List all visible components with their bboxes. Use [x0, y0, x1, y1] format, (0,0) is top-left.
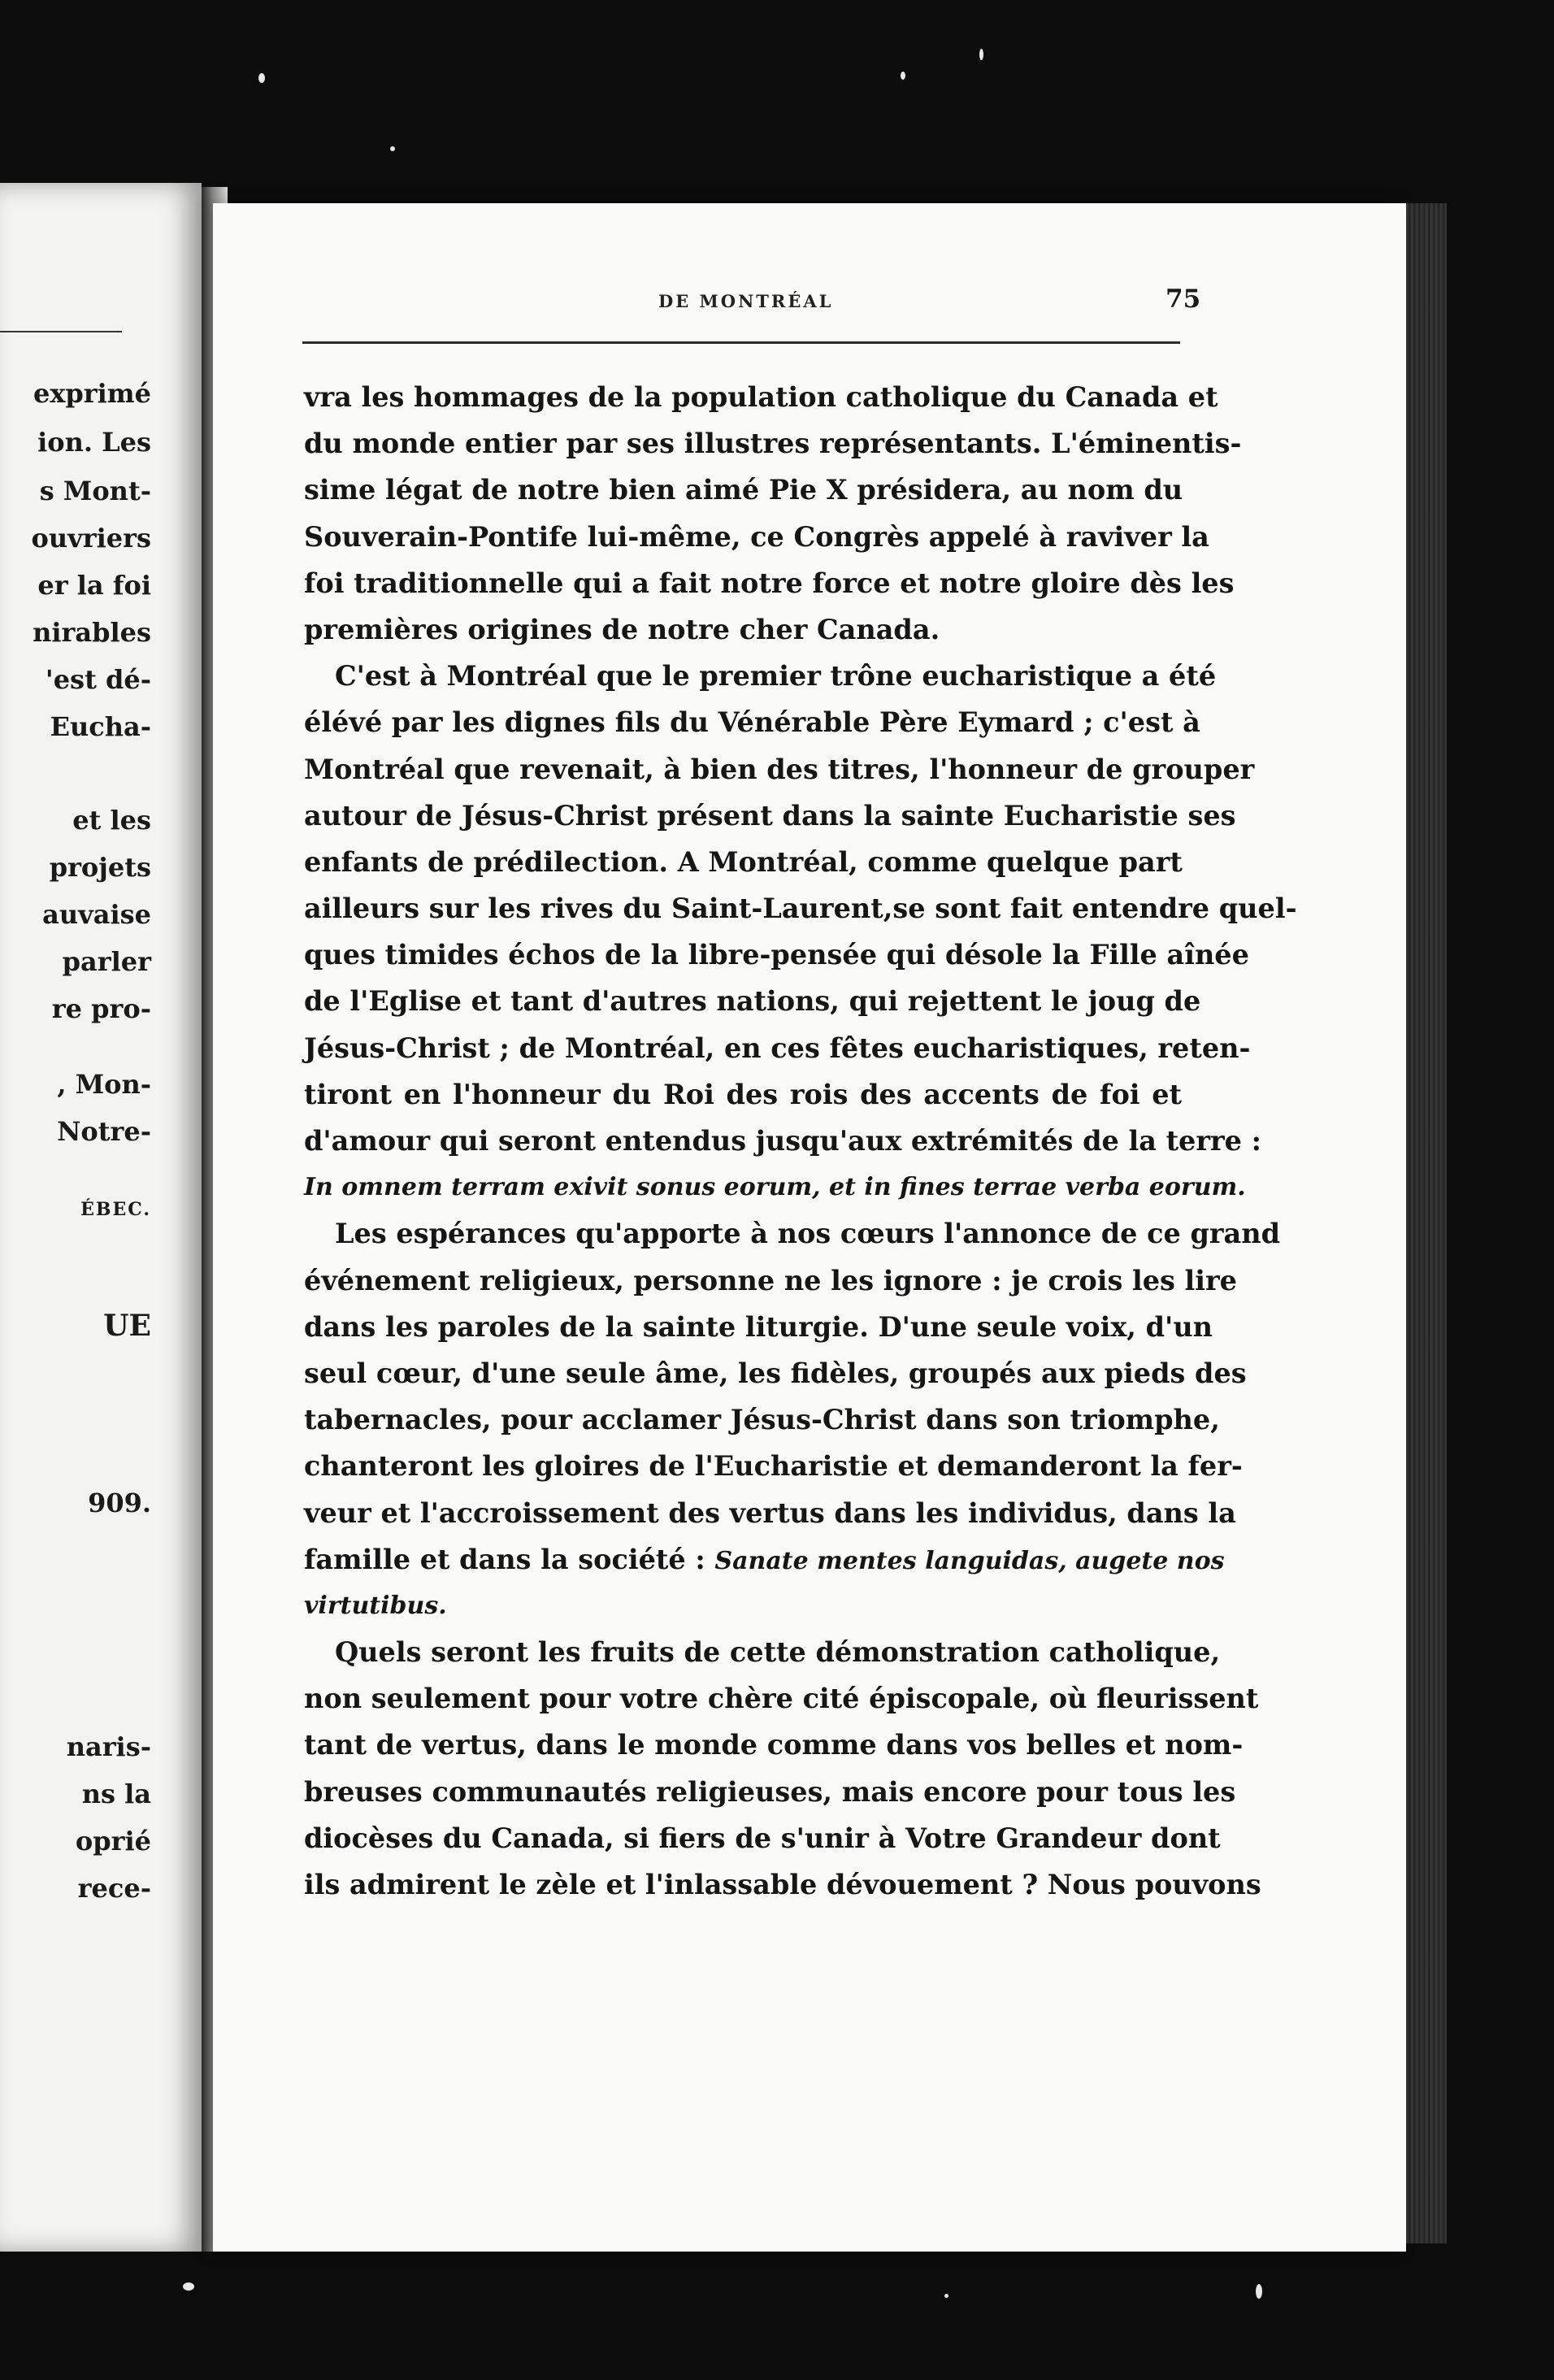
text-line: vra les hommages de la population catholique du Canada et: [304, 381, 1218, 413]
text-line: tabernacles, pour acclamer Jésus-Christ dans son triomphe,: [304, 1404, 1220, 1436]
left-line: er la foi: [37, 570, 151, 601]
left-line: s Mont-: [39, 476, 151, 506]
text-line: Montréal que revenait, à bien des titres, l'honneur de grouper: [304, 753, 1255, 785]
left-line: Eucha-: [50, 711, 151, 742]
text-line: diocèses du Canada, si fiers de s'unir à Votre Grandeur dont: [304, 1822, 1221, 1854]
text-line: du monde entier par ses illustres représentants. L'éminentis-: [304, 428, 1242, 460]
left-page-fragment: [0, 183, 202, 2252]
left-line: re pro-: [51, 993, 151, 1024]
text-line: enfants de prédilection. A Montréal, comme quelque part: [304, 845, 1183, 878]
text-line: événement religieux, personne ne les ignore : je crois les lire: [304, 1264, 1237, 1296]
mixed-line-italic: Sanate mentes languidas, augete nos: [714, 1546, 1225, 1575]
left-line: nirables: [33, 617, 151, 648]
dust-speck: [901, 72, 905, 80]
text-line: C'est à Montréal que le premier trône eucharistique a été: [335, 660, 1217, 693]
text-line: seul cœur, d'une seule âme, les fidèles, groupés aux pieds des: [304, 1357, 1247, 1389]
text-line: autour de Jésus-Christ présent dans la sainte Eucharistie ses: [304, 799, 1236, 832]
latin-quote: In omnem terram exivit sonus eorum, et in fines terrae verba eorum.: [304, 1173, 1246, 1202]
mixed-line-roman: famille et dans la société :: [304, 1543, 705, 1575]
text-line: tiront en l'honneur du Roi des rois des accents de foi et: [304, 1078, 1182, 1110]
left-line: 909.: [88, 1488, 151, 1518]
text-line: non seulement pour votre chère cité épiscopale, où fleurissent: [304, 1683, 1259, 1715]
dust-speck: [979, 49, 983, 60]
text-line: veur et l'accroissement des vertus dans les individus, dans la: [304, 1496, 1236, 1529]
text-line: ils admirent le zèle et l'inlassable dévouement ? Nous pouvons: [304, 1869, 1261, 1900]
left-line: parler: [62, 946, 151, 977]
text-line: sime légat de notre bien aimé Pie X présidera, au nom du: [304, 474, 1183, 506]
left-line: , Mon-: [57, 1069, 151, 1100]
left-line: exprimé: [33, 378, 151, 409]
left-line: et les: [72, 805, 151, 836]
text-line: Quels seront les fruits de cette démonstration catholique,: [335, 1636, 1221, 1669]
left-line: naris-: [66, 1731, 151, 1762]
page-stack-edge: [1404, 203, 1447, 2243]
running-title: DE MONTRÉAL: [658, 291, 834, 311]
text-line: dans les paroles de la sainte liturgie. D'une seule voix, d'un: [304, 1310, 1213, 1343]
right-page: [213, 203, 1406, 2252]
left-line: Notre-: [57, 1116, 151, 1147]
text-line: Les espérances qu'apporte à nos cœurs l'annonce de ce grand: [335, 1218, 1281, 1250]
header-rule: [302, 341, 1180, 344]
text-line: de l'Eglise et tant d'autres nations, qui rejettent le joug de: [304, 985, 1201, 1018]
text-line: premières origines de notre cher Canada.: [304, 613, 940, 645]
dust-speck: [183, 2282, 194, 2291]
latin-quote-end: virtutibus.: [304, 1591, 447, 1620]
page-number: 75: [1166, 284, 1201, 314]
left-line: ion. Les: [37, 427, 151, 458]
text-line: élévé par les dignes fils du Vénérable Père Eymard ; c'est à: [304, 706, 1200, 739]
left-line: ns la: [81, 1778, 151, 1809]
text-line: d'amour qui seront entendus jusqu'aux extrémités de la terre :: [304, 1125, 1261, 1157]
text-line: breuses communautés religieuses, mais encore pour tous les: [304, 1775, 1236, 1808]
dust-speck: [944, 2294, 948, 2298]
text-line: tant de vertus, dans le monde comme dans vos belles et nom-: [304, 1729, 1244, 1761]
dust-speck: [258, 73, 265, 83]
text-line: Jésus-Christ ; de Montréal, en ces fêtes eucharistiques, reten-: [304, 1031, 1251, 1064]
text-line: ailleurs sur les rives du Saint-Laurent,se sont fait entendre quel-: [304, 892, 1297, 925]
text-line: ques timides échos de la libre-pensée qui désole la Fille aînée: [304, 939, 1249, 971]
left-line: auvaise: [42, 899, 151, 930]
left-line: UE: [103, 1309, 151, 1343]
left-page-head-rule: [0, 331, 122, 332]
dust-speck: [1256, 2284, 1262, 2299]
left-line: 'est dé-: [45, 664, 151, 695]
body-text: [304, 374, 1297, 1908]
dust-speck: [390, 146, 395, 151]
mixed-text-line: [304, 1536, 1225, 1583]
left-line: ÉBEC.: [80, 1199, 151, 1220]
left-line: projets: [49, 852, 151, 883]
text-line: chanteront les gloires de l'Eucharistie et demanderont la fer-: [304, 1450, 1243, 1483]
left-line: ouvriers: [31, 523, 151, 554]
text-line: foi traditionnelle qui a fait notre force et notre gloire dès les: [304, 567, 1235, 599]
left-line: rece-: [77, 1873, 151, 1904]
left-line: oprié: [75, 1826, 151, 1857]
text-line: Souverain-Pontife lui-même, ce Congrès appelé à raviver la: [304, 520, 1209, 553]
